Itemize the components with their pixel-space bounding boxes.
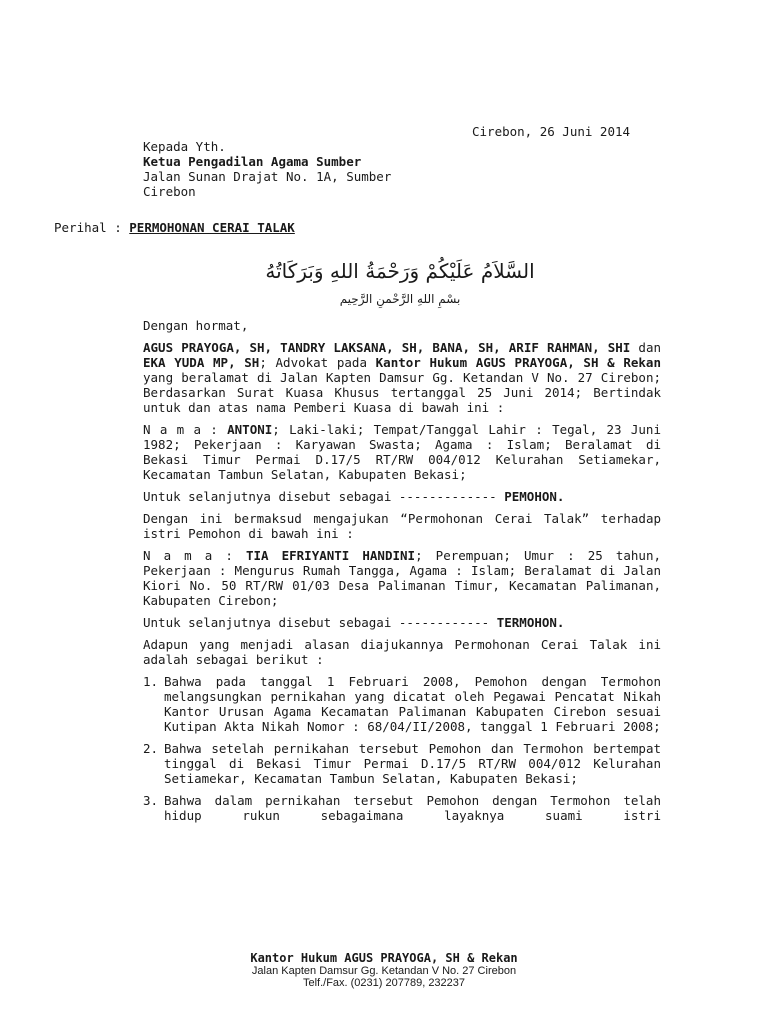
reasons-intro: Adapun yang menjadi alasan diajukannya Permohonan Cerai Talak ini adalah sebagai berikut :: [143, 637, 661, 667]
list-text: Bahwa dalam pernikahan tersebut Pemohon dengan Termohon telah hidup rukun sebagaimana layaknya suami istri: [164, 793, 661, 823]
basmalah: بسْمِ اللهِ الرَّحْمنِ الرَّحِيم: [339, 292, 461, 306]
letter-body: [143, 318, 661, 830]
termohon-identity: [143, 548, 661, 608]
subject-value: PERMOHONAN CERAI TALAK: [129, 220, 295, 235]
termohon-ref-text: Untuk selanjutnya disebut sebagai ------------: [143, 615, 497, 630]
advocate-last-name: EKA YUDA MP, SH: [143, 355, 260, 370]
termohon-name: TIA EFRIYANTI HANDINI: [245, 548, 416, 563]
opening-salutation: Dengan hormat,: [143, 318, 249, 333]
termohon-details: ; Perempuan; Umur : 25 tahun, Pekerjaan : Mengurus Rumah Tangga, Agama : Islam; Beralamat di Jalan Kiori No. 50 RT/RW 01/03 Desa Palimanan Timur, Kecamatan Palimanan, Kabupaten Cirebon;: [143, 548, 662, 608]
advocate-rest: yang beralamat di Jalan Kapten Damsur Gg. Ketandan V No. 27 Cirebon; Berdasarkan Surat Kuasa Khusus tertanggal 25 Juni 2014; Bertindak untuk dan atas nama Pemberi Kuasa di bawah ini :: [143, 370, 661, 415]
advocates-paragraph: [143, 340, 661, 415]
intent-paragraph: Dengan ini bermaksud mengajukan “Permohonan Cerai Talak” terhadap istri Pemohon di bawah ini :: [143, 511, 661, 541]
law-firm-name: Kantor Hukum AGUS PRAYOGA, SH & Rekan: [375, 355, 661, 370]
termohon-role: TERMOHON.: [496, 615, 565, 630]
pemohon-label: N a m a :: [143, 422, 228, 437]
termohon-label: N a m a :: [143, 548, 246, 563]
pemohon-role: PEMOHON.: [504, 489, 565, 504]
reasons-list: [143, 674, 661, 823]
recipient-city: Cirebon: [143, 184, 196, 199]
list-text: Bahwa pada tanggal 1 Februari 2008, Pemohon dengan Termohon melangsungkan pernikahan yang dicatat oleh Pegawai Pencatat Nikah Kantor Urusan Agama Kecamatan Palimanan Kabupaten Cirebon sesuai Kutipan Akta Nikah Nomor : 68/04/II/2008, tanggal 1 Februari 2008;: [164, 674, 661, 734]
recipient-address: [143, 139, 391, 199]
subject-line: [54, 220, 295, 235]
advocate-mid: ; Advokat pada: [259, 355, 376, 370]
list-number: 2.: [143, 741, 159, 756]
pemohon-name: ANTONI: [227, 422, 273, 437]
list-item: [143, 741, 661, 786]
recipient-street: Jalan Sunan Drajat No. 1A, Sumber: [143, 169, 392, 184]
list-item: [143, 793, 661, 823]
subject-label: Perihal :: [54, 220, 122, 235]
footer-firm: Kantor Hukum AGUS PRAYOGA, SH & Rekan: [250, 951, 518, 965]
list-number: 3.: [143, 793, 159, 808]
letter-date: Cirebon, 26 Juni 2014: [472, 124, 631, 139]
termohon-reference: [143, 615, 661, 630]
footer-phone: Telf./Fax. (0231) 207789, 232237: [302, 977, 466, 989]
advocate-dan: dan: [630, 340, 661, 355]
list-item: [143, 674, 661, 734]
pemohon-reference: [143, 489, 661, 504]
pemohon-ref-text: Untuk selanjutnya disebut sebagai -------------: [143, 489, 505, 504]
advocate-names: AGUS PRAYOGA, SH, TANDRY LAKSANA, SH, BANA, SH, ARIF RAHMAN, SHI: [143, 340, 631, 355]
footer-address: Jalan Kapten Damsur Gg. Ketandan V No. 27 Cirebon: [251, 965, 517, 977]
pemohon-identity: [143, 422, 661, 482]
letterhead-footer: [0, 951, 768, 989]
list-text: Bahwa setelah pernikahan tersebut Pemohon dan Termohon bertempat tinggal di Bekasi Timur Permai D.17/5 RT/RW 004/012 Kelurahan Setiamekar, Kecamatan Tambun Selatan, Kabupaten Bekasi;: [164, 741, 661, 786]
pemohon-details: ; Laki-laki; Tempat/Tanggal Lahir : Tegal, 23 Juni 1982; Pekerjaan : Karyawan Swasta; Agama : Islam; Beralamat di Bekasi Timur Permai D.17/5 RT/RW 004/012 Kelurahan Setiamekar, Kecamatan Tambun Selatan, Kabupaten Bekasi;: [143, 422, 661, 482]
salam-greeting: السَّلاَمُ عَلَيْكُمْ وَرَحْمَةُ اللهِ وَبَرَكَاتُهُ: [265, 259, 535, 283]
recipient-name: Ketua Pengadilan Agama Sumber: [143, 154, 362, 169]
recipient-greeting: Kepada Yth.: [143, 139, 226, 154]
list-number: 1.: [143, 674, 159, 689]
